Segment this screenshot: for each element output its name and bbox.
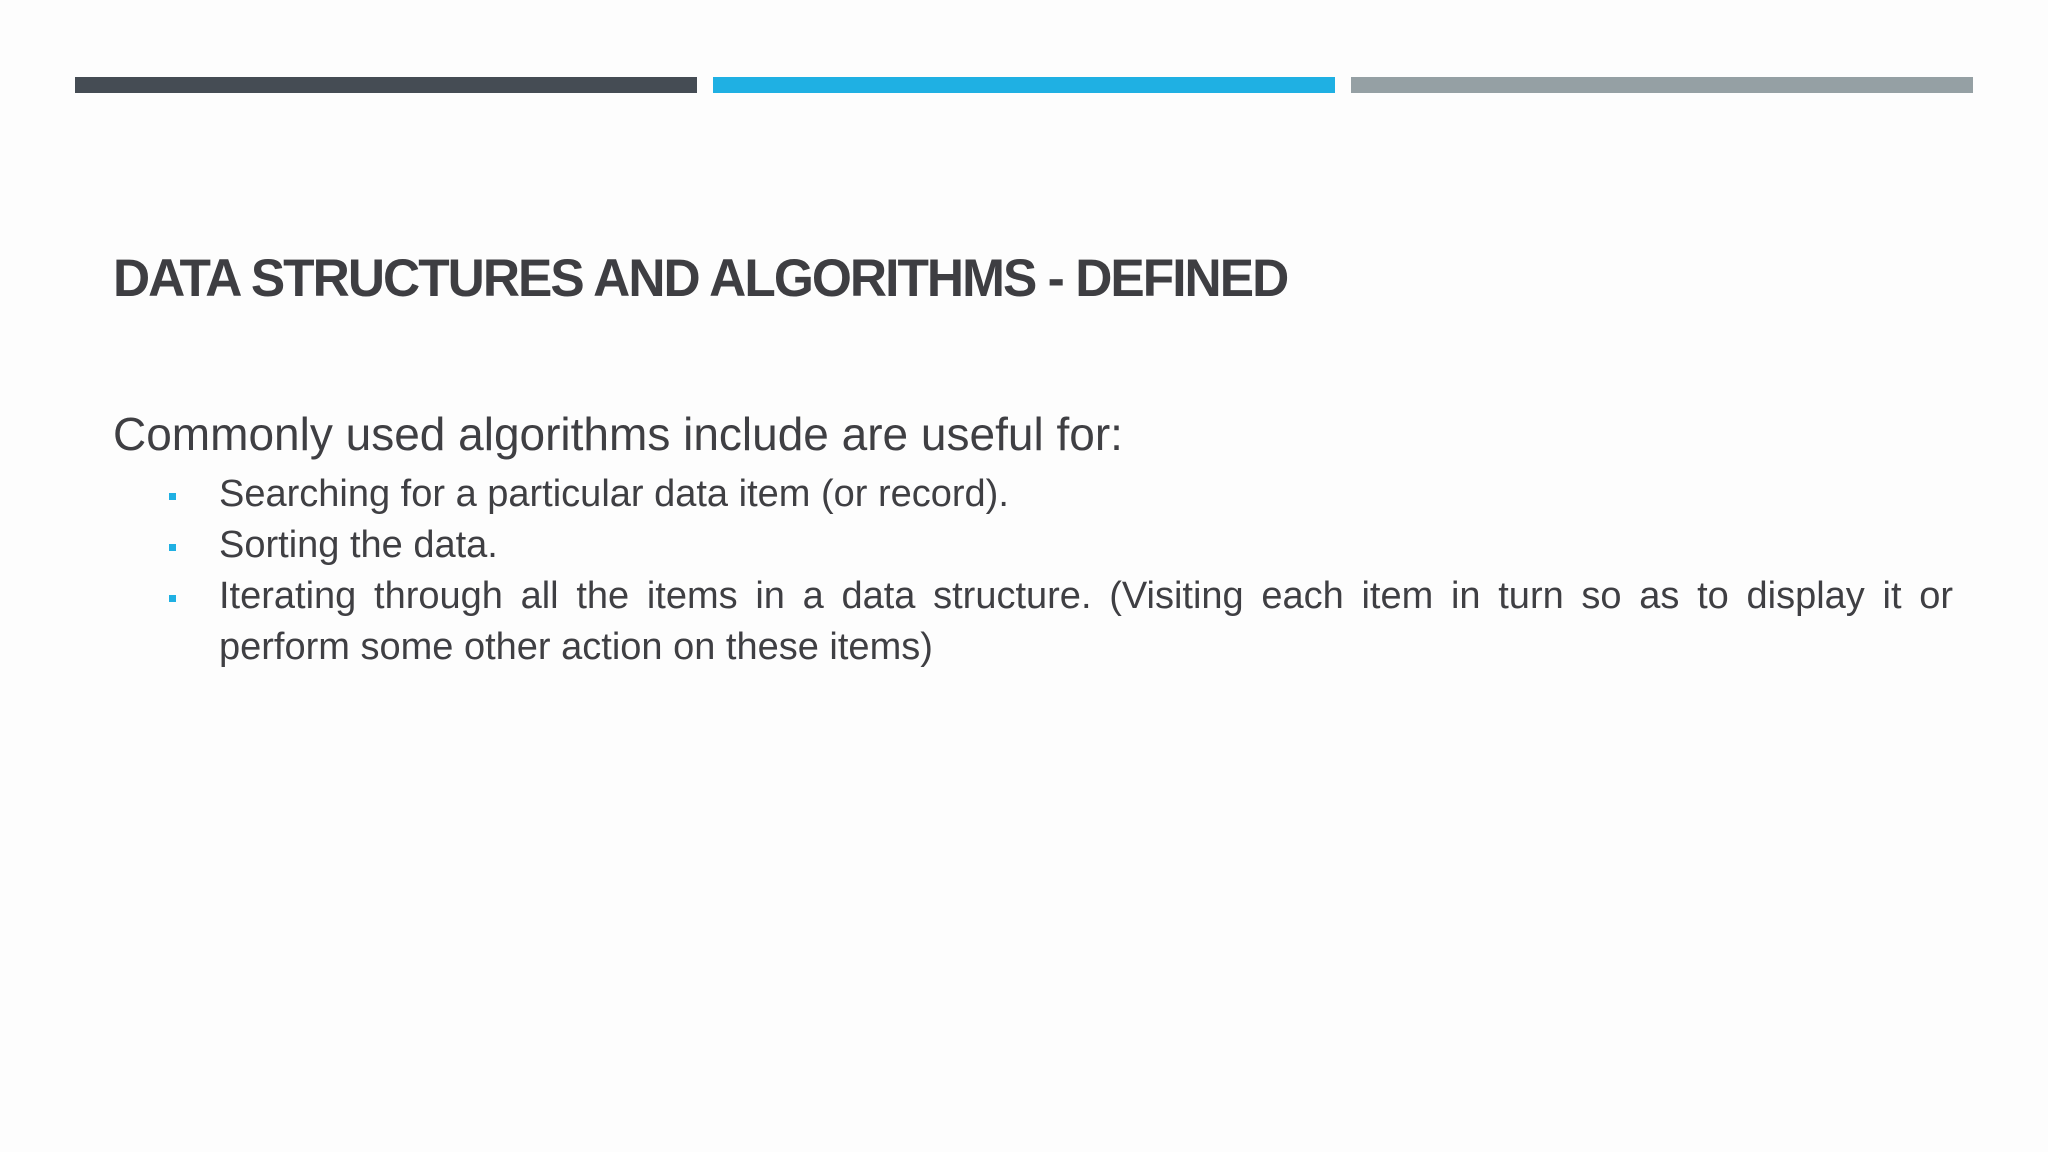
accent-bar-gray <box>1351 77 1973 93</box>
intro-text: Commonly used algorithms include are useful for: <box>113 408 1123 460</box>
bullet-text: Iterating through all the items in a data structure. (Visiting each item in turn so as to display it or perform some other action on these items) <box>219 575 1953 668</box>
list-item <box>113 571 1953 673</box>
square-bullet-icon <box>169 493 176 500</box>
bullet-list <box>113 469 1953 673</box>
accent-bar-blue <box>713 77 1335 93</box>
list-item <box>113 469 1953 520</box>
slide-title: DATA STRUCTURES AND ALGORITHMS - DEFINED <box>113 249 1288 308</box>
accent-bar-dark <box>75 77 697 93</box>
list-item <box>113 520 1953 571</box>
square-bullet-icon <box>169 544 176 551</box>
bullet-text: Searching for a particular data item (or record). <box>219 473 1009 515</box>
bullet-text: Sorting the data. <box>219 524 498 566</box>
square-bullet-icon <box>169 595 176 602</box>
